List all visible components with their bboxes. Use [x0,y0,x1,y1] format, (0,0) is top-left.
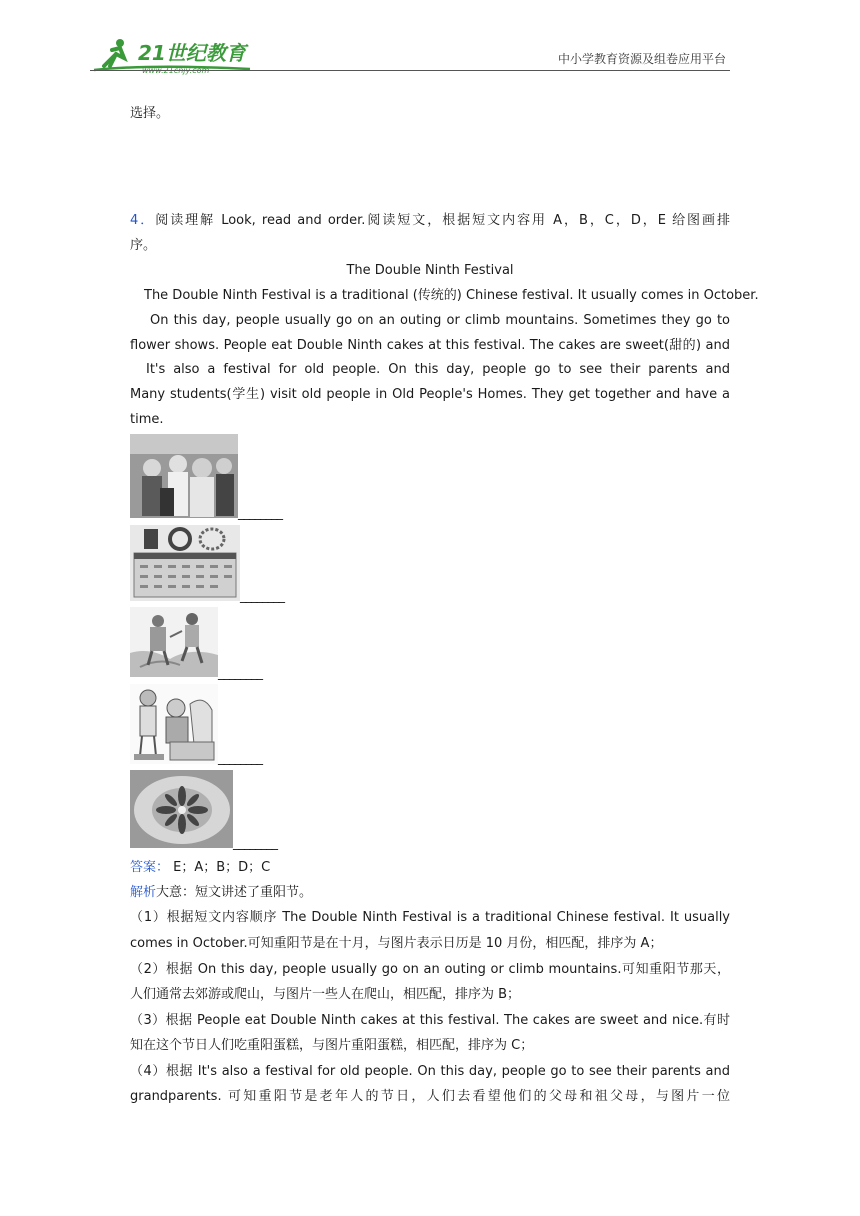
answer-blank-3[interactable]: ________ [218,666,262,681]
family-photo-icon [130,684,218,764]
analysis-line-2b: 人们通常去郊游或爬山，与图片一些人在爬山，相匹配，排序为 B； [130,987,521,1002]
analysis-summary: 解析大意：短文讲述了重阳节。 [130,885,313,900]
passage-paragraph-3b: Many students(学生) visit old people in Old People's Homes. They get together and have a [130,387,730,402]
analysis-line-3a: （3）根据 People eat Double Ninth cakes at this festival. The cakes are sweet and nice.有时 [130,1013,730,1028]
header-platform-text: 中小学教育资源及组卷应用平台 [557,52,726,66]
question-prompt-line1: 4．阅读理解 Look, read and order.阅读短文，根据短文内容用 A，B，C，D，E 给图画排 [130,213,730,228]
passage-paragraph-1: The Double Ninth Festival is a traditional (传统的) Chinese festival. It usually comes in October. [144,288,759,303]
analysis-line-3b: 知在这个节日人们吃重阳蛋糕，与图片重阳蛋糕，相匹配，排序为 C； [130,1038,534,1053]
passage-title: The Double Ninth Festival [346,263,514,278]
analysis-line-4a: （4）根据 It's also a festival for old people. On this day, people go to see their parents and [130,1064,730,1079]
analysis-line-1b: comes in October.可知重阳节是在十月，与图片表示日历是 10 月份，相匹配，排序为 A； [130,936,663,951]
analysis-label: 解析 [130,885,157,900]
answer-value: E；A；B；D；C [169,860,271,875]
calendar-photo-icon [130,525,240,601]
passage-paragraph-2b: flower shows. People eat Double Ninth cakes at this festival. The cakes are sweet(甜的) and [130,338,730,353]
answer-blank-5[interactable]: ________ [233,836,277,851]
page-header [90,30,730,76]
climbing-photo-icon [130,607,218,677]
passage-paragraph-3a: It's also a festival for old people. On this day, people go to see their parents and [146,362,730,377]
passage-paragraph-3c: time. [130,412,164,427]
analysis-line-4b: grandparents. 可知重阳节是老年人的节日，人们去看望他们的父母和祖父母，与图片一位 [130,1089,730,1104]
passage-paragraph-2a: On this day, people usually go on an outing or climb mountains. Sometimes they go to [150,313,730,328]
header-divider [90,70,730,71]
analysis-line-2a: （2）根据 On this day, people usually go on an outing or climb mountains.可知重阳节那天， [130,962,730,977]
answer-blank-2[interactable]: ________ [240,589,284,604]
students-photo-icon [130,434,238,518]
answer-blank-4[interactable]: ________ [218,751,262,766]
svg-text:21世纪教育: 21世纪教育 [138,41,246,65]
analysis-line-1a: （1）根据短文内容顺序 The Double Ninth Festival is a traditional Chinese festival. It usually [130,910,730,925]
question-number: 4． [130,213,156,228]
answer-blank-1[interactable]: ________ [238,506,282,521]
question-prompt-line2: 序。 [130,238,157,253]
answer-line [130,855,730,880]
answer-label: 答案： [130,860,170,875]
cake-photo-icon [130,770,233,848]
intro-tail: 选择。 [130,106,170,121]
